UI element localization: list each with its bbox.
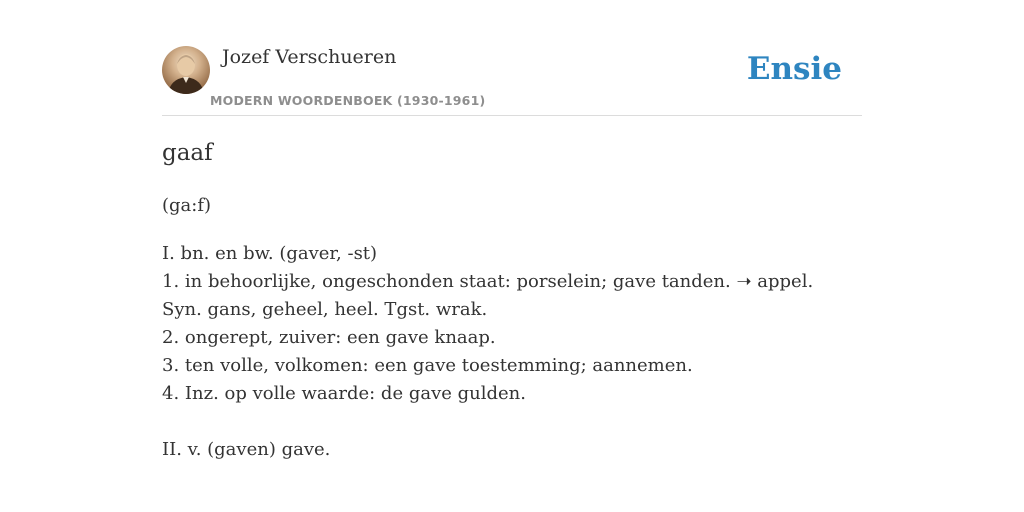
portrait-icon <box>162 46 210 94</box>
definition-body <box>162 240 852 464</box>
definition-line: 4. Inz. op volle waarde: de gave gulden. <box>162 383 526 404</box>
definition-line: 2. ongerept, zuiver: een gave knaap. <box>162 327 496 348</box>
ensie-logo[interactable]: Ensie <box>746 51 842 87</box>
pronunciation: (ga:f) <box>162 195 212 216</box>
paragraph-spacer <box>162 408 852 436</box>
author-avatar[interactable] <box>162 46 210 94</box>
definition-line: II. v. (gaven) gave. <box>162 439 331 460</box>
author-name[interactable]: Jozef Verschueren <box>222 46 397 68</box>
definition-line: 3. ten volle, volkomen: een gave toestemming; aannemen. <box>162 355 693 376</box>
definition-line: 1. in behoorlijke, ongeschonden staat: porselein; gave tanden. ➝ appel. Syn. gans, geheel, heel. Tgst. wrak. <box>162 271 814 320</box>
header <box>162 46 862 116</box>
headword: gaaf <box>162 140 213 166</box>
definition-line: I. bn. en bw. (gaver, -st) <box>162 243 378 264</box>
source-title[interactable]: MODERN WOORDENBOEK (1930-1961) <box>210 93 486 108</box>
